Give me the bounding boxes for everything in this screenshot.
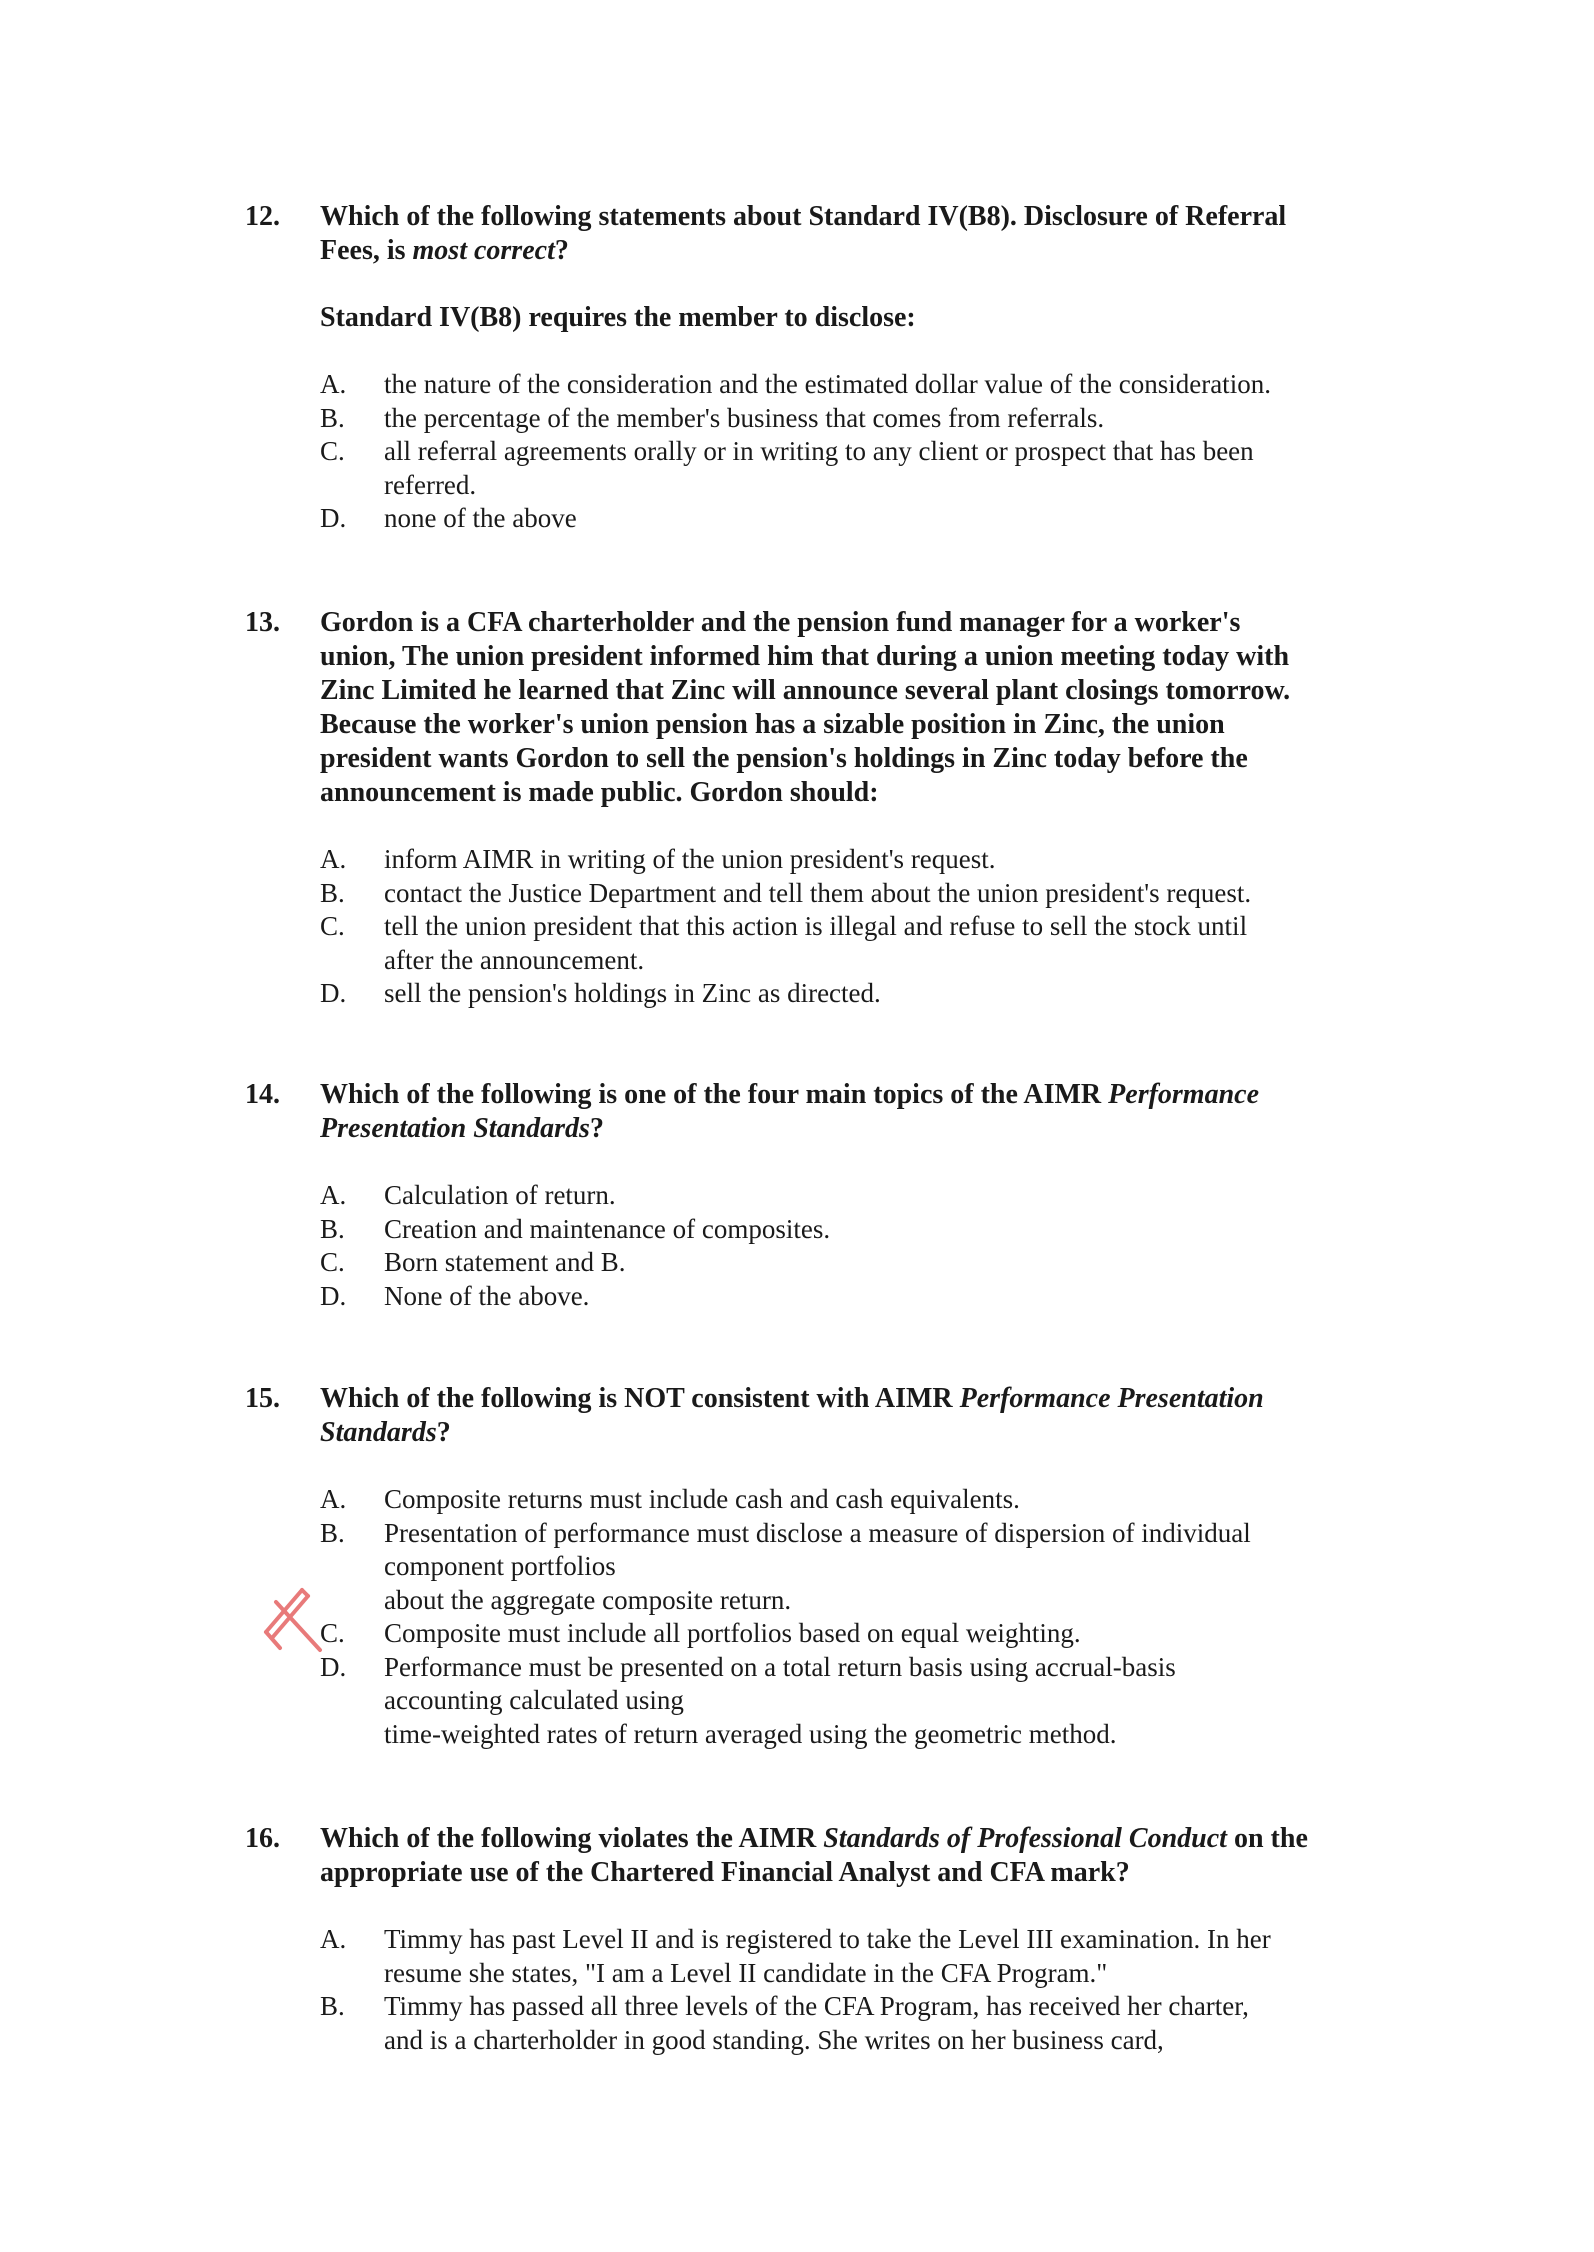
option-letter: A. [320,844,347,874]
question-14 [245,1078,1360,1313]
question-stem-line [320,1382,1360,1416]
answer-options [320,1923,1360,2057]
option-text-line: the percentage of the member's business that comes from referrals. [384,402,1105,433]
stem-text: Which of the following violates the AIMR [320,1823,824,1854]
answer-options [320,1179,1360,1313]
answer-option-c [320,910,1360,977]
answer-options [320,843,1360,1011]
question-16 [245,1822,1360,2057]
stem-text: ? [589,1113,604,1144]
answer-option-a [320,1923,1360,1990]
option-letter: B. [320,1213,345,1244]
question-stem-line [320,640,1360,674]
stem-text: Because the worker's union pension has a sizable position in Zinc, the union [320,709,1225,740]
stem-text: ? [554,235,569,266]
question-stem-line [320,606,1360,640]
option-text-line: tell the union president that this action is illegal and refuse to sell the stock until [384,911,1248,941]
answer-option-b [320,1517,1360,1618]
option-text-line: Timmy has passed all three levels of the CFA Program, has received her charter, [384,1991,1249,2021]
answer-option-c [320,1617,1360,1651]
option-text-line: sell the pension's holdings in Zinc as directed. [384,978,881,1008]
option-letter: A. [320,1924,347,1954]
answer-option-b [320,1990,1360,2057]
stem-text: ? [436,1417,451,1448]
answer-option-b [320,402,1360,436]
question-13 [245,606,1360,1011]
option-letter: D. [320,1280,347,1311]
answer-option-a [320,368,1360,402]
question-12 [245,200,1360,536]
question-stem-line [320,1078,1360,1112]
option-text-line: Creation and maintenance of composites. [384,1213,831,1244]
question-number: 12. [245,201,280,232]
option-letter: C. [320,436,345,466]
question-number: 15. [245,1383,280,1414]
answer-option-b [320,1213,1360,1247]
question-stem-line [320,1416,1360,1450]
question-stem [320,1382,1360,1450]
stem-text: Gordon is a CFA charterholder and the pension fund manager for a worker's [320,607,1241,638]
option-text-line: Presentation of performance must disclose a measure of dispersion of individual [384,1517,1251,1548]
option-text-line: Composite must include all portfolios based on equal weighting. [384,1618,1081,1648]
question-stem-line [320,776,1360,810]
option-text-line: None of the above. [384,1280,590,1311]
stem-text: Which of the following is one of the four main topics of the AIMR [320,1079,1109,1110]
option-letter: B. [320,1517,345,1548]
option-letter: B. [320,1991,345,2021]
question-stem-line [320,1822,1360,1856]
answer-option-a [320,1483,1360,1517]
option-text-line: Timmy has past Level II and is registered to take the Level III examination. In her [384,1924,1271,1954]
option-text-line: contact the Justice Department and tell them about the union president's request. [384,877,1252,908]
stem-text: president wants Gordon to sell the pension's holdings in Zinc today before the [320,743,1248,774]
answer-option-b [320,877,1360,911]
stem-italic-text: Presentation Standards [320,1113,590,1144]
question-number: 13. [245,607,280,638]
question-stem-line [320,674,1360,708]
question-stem-line [320,1112,1360,1146]
stem-text: union, The union president informed him that during a union meeting today with [320,641,1290,672]
question-stem [320,606,1360,810]
option-text-line: time-weighted rates of return averaged using the geometric method. [384,1718,1117,1749]
option-letter: D. [320,1651,347,1682]
handwritten-cross-mark [262,1586,324,1662]
option-text-line: Performance must be presented on a total return basis using accrual-basis [384,1651,1176,1682]
answer-options [320,368,1360,536]
option-text-line: Born statement and B. [384,1247,626,1277]
question-number: 14. [245,1079,280,1110]
question-stem [320,1078,1360,1146]
question-stem [320,1822,1360,1890]
option-letter: D. [320,978,347,1008]
answer-option-d [320,1280,1360,1314]
question-substem: Standard IV(B8) requires the member to disclose: [320,302,916,333]
option-letter: A. [320,1180,347,1210]
question-stem-line [320,708,1360,742]
option-letter: A. [320,369,347,399]
answer-option-c [320,1246,1360,1280]
option-text-line: Composite returns must include cash and cash equivalents. [384,1484,1020,1514]
answer-option-a [320,1179,1360,1213]
option-text-line: component portfolios [384,1551,616,1581]
answer-option-d [320,1651,1360,1752]
stem-text: on the [1226,1823,1308,1854]
question-15 [245,1382,1360,1751]
question-stem-line [320,742,1360,776]
option-text-line: none of the above [384,503,577,533]
option-text-line: the nature of the consideration and the estimated dollar value of the consideration. [384,369,1271,399]
option-letter: C. [320,1247,345,1277]
option-text-line: after the announcement. [384,944,645,975]
stem-text: Fees, is [320,235,413,266]
question-stem [320,200,1360,268]
stem-text: Zinc Limited he learned that Zinc will announce several plant closings tomorrow. [320,675,1291,706]
option-letter: C. [320,911,345,941]
option-text-line: all referral agreements orally or in writing to any client or prospect that has been [384,436,1254,466]
option-letter: B. [320,877,345,908]
question-stem-line [320,200,1360,234]
option-text-line: and is a charterholder in good standing. She writes on her business card, [384,2024,1164,2055]
option-letter: C. [320,1618,345,1648]
stem-text: appropriate use of the Chartered Financial Analyst and CFA mark? [320,1857,1130,1888]
stem-italic-text: Performance Presentation [959,1383,1264,1414]
stem-text: announcement is made public. Gordon should: [320,777,879,808]
stem-italic-text: most correct [412,235,555,266]
stem-italic-text: Standards [320,1417,437,1448]
question-stem-line [320,1856,1360,1890]
option-text-line: Calculation of return. [384,1180,616,1210]
option-text-line: about the aggregate composite return. [384,1584,792,1615]
option-text-line: referred. [384,469,477,500]
option-letter: B. [320,402,345,433]
question-number: 16. [245,1823,280,1854]
option-text-line: resume she states, "I am a Level II candidate in the CFA Program." [384,1957,1108,1988]
answer-options [320,1483,1360,1751]
option-letter: D. [320,503,347,533]
stem-text: Which of the following statements about Standard IV(B8). Disclosure of Referral [320,201,1287,232]
answer-option-a [320,843,1360,877]
question-stem-line [320,234,1360,268]
stem-italic-text: Standards of Professional Conduct [823,1823,1227,1854]
stem-italic-text: Performance [1108,1079,1260,1110]
option-text-line: inform AIMR in writing of the union president's request. [384,844,996,874]
answer-option-d [320,977,1360,1011]
stem-text: Which of the following is NOT consistent with AIMR [320,1383,960,1414]
option-text-line: accounting calculated using [384,1685,684,1715]
answer-option-d [320,502,1360,536]
answer-option-c [320,435,1360,502]
option-letter: A. [320,1484,347,1514]
